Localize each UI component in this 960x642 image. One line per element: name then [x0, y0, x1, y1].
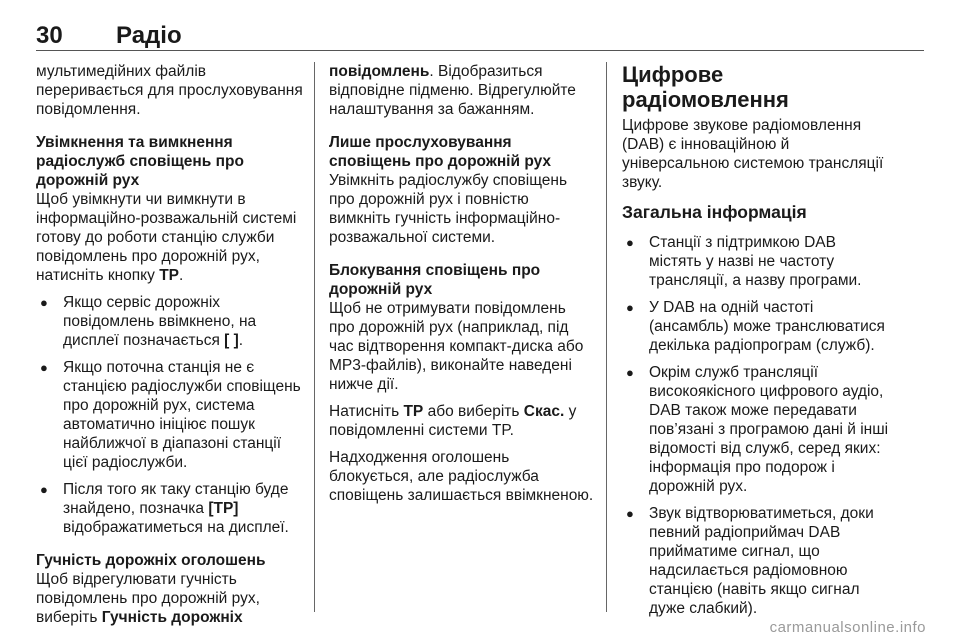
volume-paragraph: Щоб відрегулювати гучність повідомлень про дорожній рух, виберіть Гучність дорожніх	[36, 571, 260, 626]
section-heading-dab: Цифрове радіомовлення	[622, 62, 789, 112]
list-item: ● Окрім служб трансляції високоякісного цифрового аудіо, DAB також може передавати пов’язані з програмою дані й інші відомості від служб, серед яких: інформація про подорож і дорожній рух.	[622, 363, 892, 496]
section-heading-tp-toggle: Увімкнення та вимкнення радіослужб сповіщень про дорожній рух	[36, 134, 244, 189]
column-1	[36, 62, 304, 627]
blocking-instruction: Натисніть TP або виберіть Скас. у повідомленні системи TP.	[329, 403, 577, 439]
listen-only-paragraph: Увімкніть радіослужбу сповіщень про дорожній рух і повністю вимкніть гучність інформаційно-розважальної системи.	[329, 172, 568, 246]
dab-bullet-list	[622, 233, 892, 618]
list-item: ● Якщо поточна станція не є станцією радіослужби сповіщень про дорожній рух, система автоматично ініціює пошук найближчої в діапазоні станції цієї радіослужби.	[36, 358, 304, 472]
tp-key: TP	[159, 267, 180, 284]
page-number: 30	[36, 22, 63, 49]
list-item: ● Звук відтворюватиметься, доки певний радіоприймач DAB прийматиме сигнал, що надсилається радіомовною станцією (навіть якщо сигнал дуже слабкий).	[622, 504, 892, 618]
tp-toggle-paragraph: Щоб увімкнути чи вимкнути в інформаційно-розважальній системі готову до роботи станцію служби повідомлень про дорожній рух, натисніть кнопку TP.	[36, 191, 297, 284]
page-header	[36, 22, 924, 52]
list-item: ● Після того як таку станцію буде знайдено, позначка [TP] відображатиметься на дисплеї.	[36, 480, 304, 537]
section-heading-listen-only: Лише прослуховування сповіщень про дорожній рух	[329, 134, 552, 170]
section-heading-blocking: Блокування сповіщень про дорожній рух	[329, 262, 541, 298]
column-3	[622, 62, 892, 630]
volume-continued-paragraph: повідомлень. Відобразиться відповідне підменю. Відрегулюйте налаштування за бажанням.	[329, 63, 576, 118]
chapter-title: Радіо	[116, 22, 182, 49]
watermark: carmanualsonline.info	[769, 619, 926, 636]
subheading-general-info: Загальна інформація	[622, 202, 807, 222]
column-2	[329, 62, 594, 505]
column-divider-2	[606, 62, 607, 612]
blocking-result-paragraph: Надходження оголошень блокується, але радіослужба сповіщень залишається ввімкненою.	[329, 449, 594, 504]
tp-bullet-list	[36, 293, 304, 537]
list-item: ● У DAB на одній частоті (ансамбль) може транслюватися декілька радіопрограм (служб).	[622, 298, 892, 355]
header-rule	[36, 50, 924, 51]
section-heading-volume: Гучність дорожніх оголошень	[36, 552, 266, 569]
column-divider-1	[314, 62, 315, 612]
intro-paragraph: мультимедійних файлів переривається для прослуховування повідомлення.	[36, 63, 303, 118]
list-item: ● Якщо сервіс дорожніх повідомлень ввімкнено, на дисплеї позначається [ ].	[36, 293, 304, 350]
list-item: ● Станції з підтримкою DAB містять у назві не частоту трансляції, а назву програми.	[622, 233, 892, 290]
blocking-paragraph: Щоб не отримувати повідомлень про дорожній рух (наприклад, під час відтворення компакт-диска або MP3-файлів), виконайте наведені нижче дії.	[329, 300, 584, 393]
dab-intro-paragraph: Цифрове звукове радіомовлення (DAB) є інноваційною й універсальною системою трансляції звуку.	[622, 117, 884, 191]
